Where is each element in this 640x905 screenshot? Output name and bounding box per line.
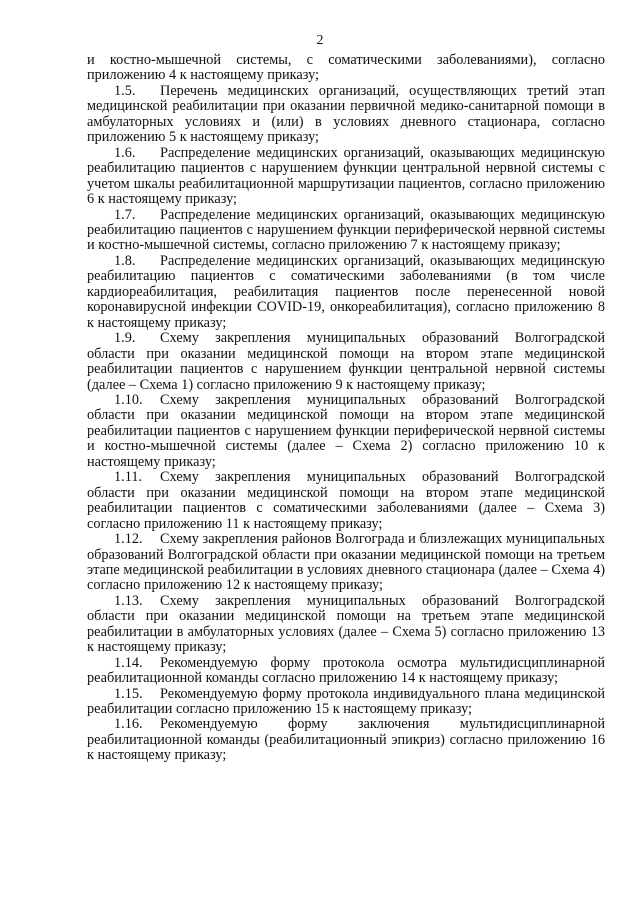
item-1-13 bbox=[87, 594, 605, 656]
page-number: 2 bbox=[316, 33, 324, 48]
item-text: Рекомендуемую форму протокола осмотра мультидисциплинарной реабилитационной команды согласно приложению 14 к настоящему приказу; bbox=[87, 654, 605, 687]
item-text: Схему закрепления районов Волгограда и близлежащих муниципальных образований Волгоградской области при оказании медицинской помощи на третьем этапе медицинской реабилитации в условиях дневного стационара (далее – Схема 4) согласно приложению 12 к настоящему приказу; bbox=[87, 531, 605, 594]
item-text: Рекомендуемую форму протокола индивидуального плана медицинской реабилитации согласно приложению 15 к настоящему приказу; bbox=[87, 685, 605, 718]
item-number: 1.10. bbox=[114, 391, 143, 408]
item-number: 1.11. bbox=[114, 469, 143, 486]
item-text: Распределение медицинских организаций, оказывающих медицинскую реабилитацию пациентов с нарушением функции периферической нервной системы и костно-мышечной системы, согласно приложению 7 к настоящему приказу; bbox=[87, 206, 605, 254]
item-1-12 bbox=[87, 532, 605, 594]
item-text: Распределение медицинских организаций, оказывающих медицинскую реабилитацию пациентов с соматическими заболеваниями (в том числе кардиореабилитация, реабилитация пациентов после перенесенной новой коронавирусной инфекции COVID-19, онкореабилитация), согласно приложению 8 к настоящему приказу; bbox=[87, 252, 605, 331]
item-1-6 bbox=[87, 146, 605, 208]
item-1-9 bbox=[87, 331, 605, 393]
item-number: 1.16. bbox=[114, 716, 143, 733]
item-1-10 bbox=[87, 393, 605, 470]
item-number: 1.15. bbox=[114, 685, 143, 702]
item-number: 1.8. bbox=[114, 252, 136, 269]
item-number: 1.13. bbox=[114, 592, 143, 609]
document-body bbox=[87, 53, 605, 764]
item-number: 1.12. bbox=[114, 531, 143, 548]
item-number: 1.9. bbox=[114, 330, 136, 347]
item-text: Схему закрепления муниципальных образований Волгоградской области при оказании медицинской помощи на втором этапе медицинской реабилитации пациентов с нарушением функции периферической нервной системы и костно-мышечной системы (далее – Схема 2) согласно приложению 10 к настоящему приказу; bbox=[87, 391, 605, 470]
item-1-5 bbox=[87, 84, 605, 146]
item-text: Схему закрепления муниципальных образований Волгоградской области при оказании медицинской помощи на втором этапе медицинской реабилитации пациентов с нарушением функции центральной нервной системы (далее – Схема 1) согласно приложению 9 к настоящему приказу; bbox=[87, 330, 605, 393]
item-number: 1.6. bbox=[114, 144, 136, 161]
item-1-8 bbox=[87, 254, 605, 331]
item-1-16 bbox=[87, 717, 605, 763]
item-number: 1.7. bbox=[114, 206, 136, 223]
item-number: 1.5. bbox=[114, 82, 136, 99]
intro-paragraph: и костно-мышечной системы, с соматическими заболеваниями), согласно приложению 4 к настоящему приказу; bbox=[87, 52, 605, 84]
item-text: Схему закрепления муниципальных образований Волгоградской области при оказании медицинской помощи на третьем этапе медицинской реабилитации в амбулаторных условиях (далее – Схема 5) согласно приложению 13 к настоящему приказу; bbox=[87, 592, 605, 656]
item-1-14 bbox=[87, 656, 605, 687]
item-text: Схему закрепления муниципальных образований Волгоградской области при оказании медицинской помощи на втором этапе медицинской реабилитации пациентов с соматическими заболеваниями (далее – Схема 3) согласно приложению 11 к настоящему приказу; bbox=[87, 469, 605, 532]
item-1-15 bbox=[87, 687, 605, 718]
item-number: 1.14. bbox=[114, 654, 143, 671]
item-1-7 bbox=[87, 208, 605, 254]
item-text: Распределение медицинских организаций, оказывающих медицинскую реабилитацию пациентов с нарушением функции центральной нервной системы с учетом шкалы реабилитационной маршрутизации пациентов, согласно приложению 6 к настоящему приказу; bbox=[87, 144, 605, 208]
item-text: Рекомендуемую форму заключения мультидисциплинарной реабилитационной команды (реабилитационный эпикриз) согласно приложению 16 к настоящему приказу; bbox=[87, 716, 605, 764]
item-1-11 bbox=[87, 470, 605, 532]
item-text: Перечень медицинских организаций, осуществляющих третий этап медицинской реабилитации при оказании первичной медико-санитарной помощи в амбулаторных условиях и (или) в условиях дневного стационара, согласно приложению 5 к настоящему приказу; bbox=[87, 82, 605, 146]
